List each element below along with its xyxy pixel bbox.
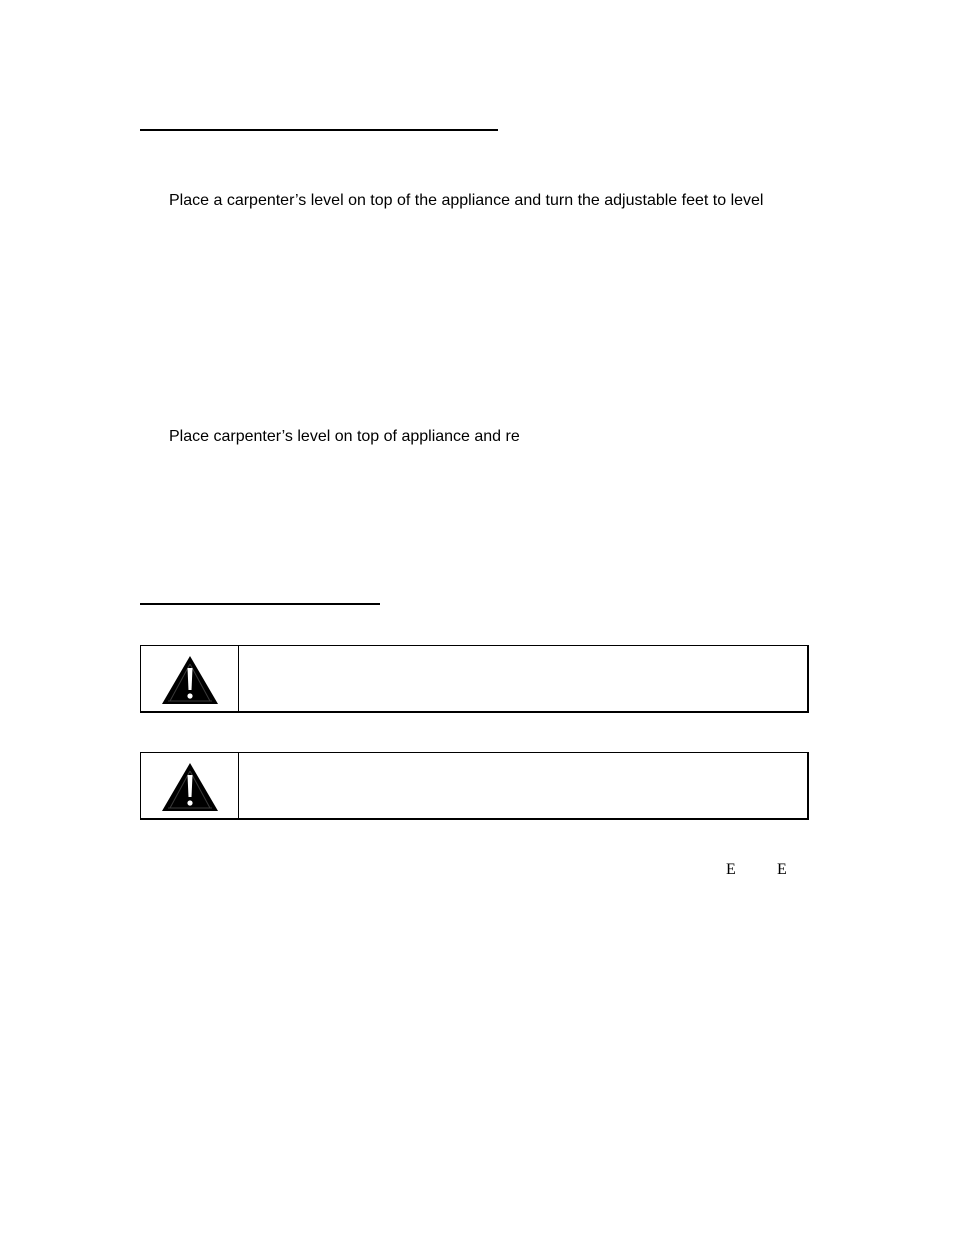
warning-icon-cell — [141, 646, 239, 711]
recheck-level-instruction-text: Place carpenter’s level on top of appliance and re — [169, 428, 520, 445]
warning-triangle-icon — [160, 654, 220, 706]
section-heading-underline — [140, 603, 380, 605]
warning-triangle-icon — [160, 761, 220, 813]
warning-text — [239, 646, 807, 711]
section-heading-underline — [140, 129, 498, 131]
footer-mark: E — [777, 861, 787, 878]
warning-box — [140, 645, 809, 713]
level-instruction-text: Place a carpenter’s level on top of the appliance and turn the adjustable feet to level — [169, 192, 764, 209]
warning-box — [140, 752, 809, 820]
warning-text — [239, 753, 807, 818]
footer-mark: E — [726, 861, 736, 878]
warning-icon-cell — [141, 753, 239, 818]
